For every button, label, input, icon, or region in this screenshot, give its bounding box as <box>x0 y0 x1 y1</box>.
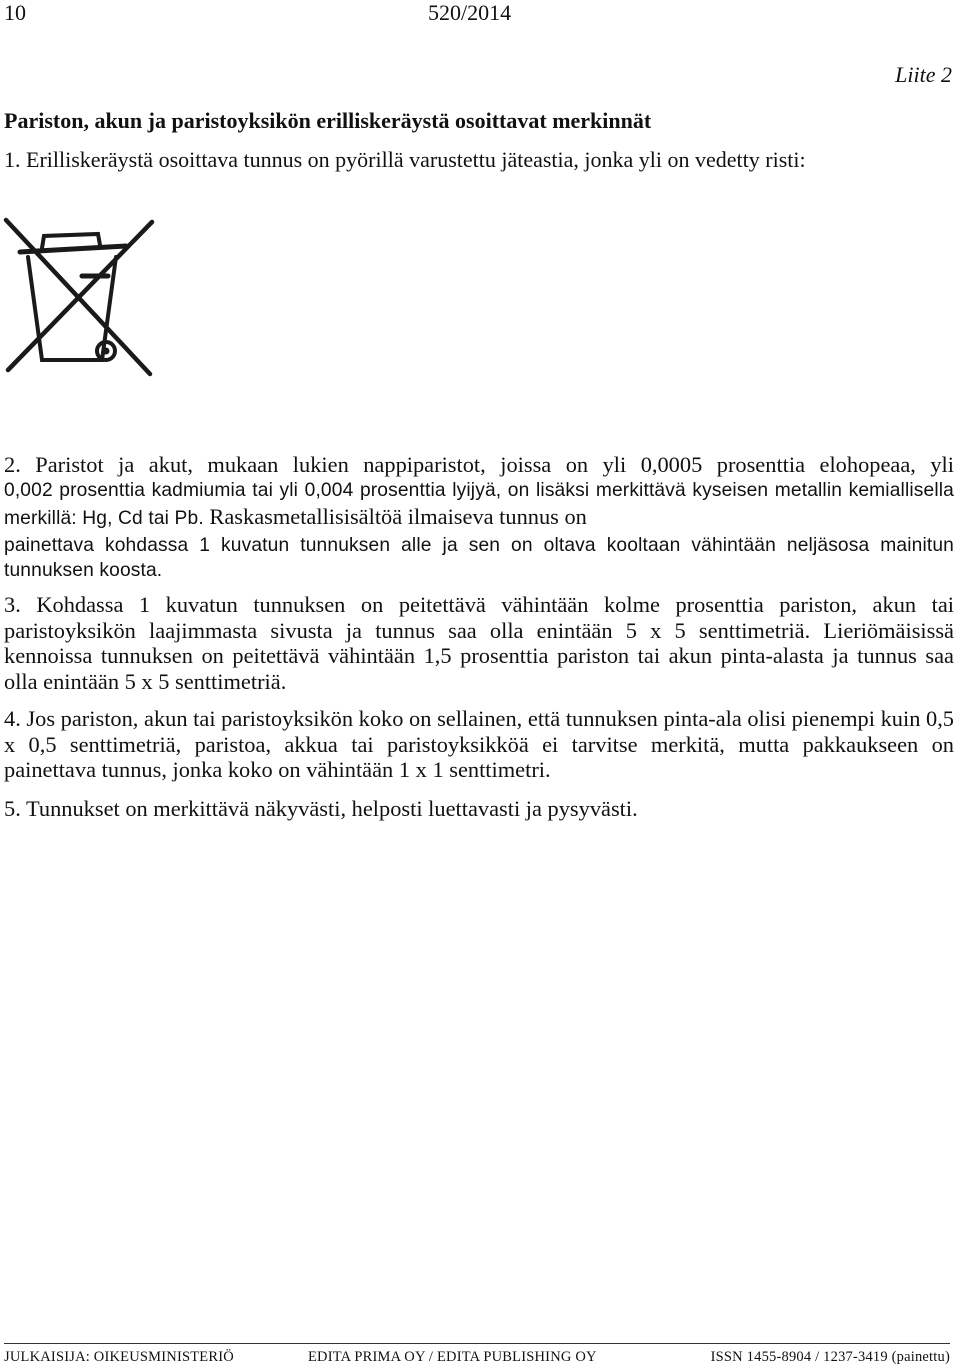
item-2-serif-tail: Raskasmetallisisältöä ilmaiseva tunnus on <box>203 504 587 529</box>
item-2 <box>4 452 954 584</box>
footer-divider <box>4 1343 950 1344</box>
footer-publisher: JULKAISIJA: OIKEUSMINISTERIÖ <box>4 1349 234 1365</box>
footer-issn: ISSN 1455-8904 / 1237-3419 (painettu) <box>710 1349 950 1365</box>
item-5: 5. Tunnukset on merkittävä näkyvästi, helposti luettavasti ja pysyvästi. <box>4 796 638 821</box>
item-2-sans-text: 0,002 prosenttia kadmiumia tai yli 0,004 prosenttia lyijyä, on lisäksi merkittävä kyseisen metallin kemiallisella merkillä: Hg, Cd tai Pb. <box>4 479 954 529</box>
crossed-out-wheeled-bin-icon <box>0 212 160 382</box>
item-2-line-serif: 2. Paristot ja akut, mukaan lukien nappiparistot, joissa on yli 0,0005 prosenttia elohopeaa, yli <box>4 452 954 477</box>
item-2-sans-tail: painettava kohdassa 1 kuvatun tunnuksen alle ja sen on oltava kooltaan vähintään neljäsosa mainitun tunnuksen koosta. <box>4 534 954 581</box>
page-number: 10 <box>4 0 26 25</box>
item-3: 3. Kohdassa 1 kuvatun tunnuksen on peitettävä vähintään kolme prosenttia pariston, akun tai paristoyksikön laajimmasta sivusta ja tunnus saa olla enintään 5 x 5 senttimetriä. Lieriömäisissä kennoissa tunnuksen on peitettävä vähintään 1,5 prosenttia pariston tai akun pinta-alasta ja tunnus saa olla enintään 5 x 5 senttimetriä. <box>4 592 954 694</box>
appendix-label: Liite 2 <box>895 62 952 87</box>
item-4: 4. Jos pariston, akun tai paristoyksikön koko on sellainen, että tunnuksen pinta-ala olisi pienempi kuin 0,5 x 0,5 senttimetriä, paristoa, akkua tai paristoyksikköä ei tarvitse merkitä, mutta pakkaukseen on painettava tunnus, jonka koko on vähintään 1 x 1 senttimetri. <box>4 706 954 782</box>
footer-printer: EDITA PRIMA OY / EDITA PUBLISHING OY <box>308 1349 597 1365</box>
item-1: 1. Erilliskeräystä osoittava tunnus on pyörillä varustettu jäteastia, jonka yli on vedetty risti: <box>4 147 806 172</box>
page-title: Pariston, akun ja paristoyksikön erilliskeräystä osoittavat merkinnät <box>4 108 652 133</box>
document-number: 520/2014 <box>428 0 512 25</box>
